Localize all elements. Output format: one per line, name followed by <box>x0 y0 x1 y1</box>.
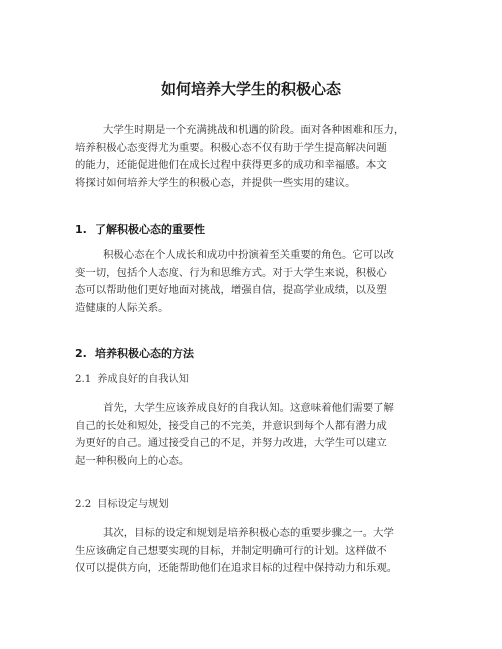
section-1-line: 造健康的人际关系。 <box>75 301 169 314</box>
subsection-2-1-paragraph <box>75 400 435 470</box>
intro-line: 大学生时期是一个充满挑战和机遇的阶段。面对各种困难和压力， <box>103 124 405 136</box>
subsection-2-1-title: 养成良好的自我认知 <box>97 374 189 385</box>
subsection-2-2-line: 仅可以提供方向，还能帮助他们在追求目标的过程中保持动力和乐观。 <box>75 562 398 575</box>
section-1-heading <box>75 222 205 238</box>
subsection-2-2-number: 2.2 <box>75 499 92 510</box>
subsection-2-1-line: 起一种积极向上的心态。 <box>75 454 190 467</box>
subsection-2-2-line: 其次，目标的设定和规划是培养积极心态的重要步骤之一。大学 <box>103 527 394 539</box>
section-2-title: 培养积极心态的方法 <box>95 347 194 360</box>
subsection-2-1-line: 自己的长处和短处，接受自己的不完美，并意识到每个人都有潜力成 <box>75 419 387 432</box>
subsection-2-2-title: 目标设定与规划 <box>97 499 169 510</box>
section-1-line: 积极心态在个人成长和成功中扮演着至关重要的角色。它可以改 <box>103 249 394 261</box>
subsection-2-2-line: 生应该确定自己想要实现的目标，并制定明确可行的计划。这样做不 <box>75 544 387 557</box>
subsection-2-1-line: 为更好的自己。通过接受自己的不足，并努力改进，大学生可以建立 <box>75 437 387 450</box>
subsection-2-1-line: 首先，大学生应该养成良好的自我认知。这意味着他们需要了解 <box>103 402 394 414</box>
intro-line: 培养积极心态变得尤为重要。积极心态不仅有助于学生提高解决问题 <box>75 141 387 154</box>
section-1-line: 态可以帮助他们更好地面对挑战，增强自信，提高学业成绩，以及塑 <box>75 284 387 297</box>
section-2-heading <box>75 346 194 362</box>
subsection-2-2-heading <box>75 497 169 513</box>
subsection-2-2-paragraph <box>75 525 435 578</box>
subsection-2-1-heading <box>75 372 189 388</box>
intro-line: 将探讨如何培养大学生的积极心态，并提供一些实用的建议。 <box>75 176 356 189</box>
intro-line: 的能力，还能促进他们在成长过程中获得更多的成功和幸福感。本文 <box>75 159 387 172</box>
document-title: 如何培养大学生的积极心态 <box>160 80 341 98</box>
section-2-number: 2. <box>75 347 87 360</box>
section-1-title: 了解积极心态的重要性 <box>95 223 205 236</box>
section-1-paragraph <box>75 247 435 317</box>
section-1-number: 1. <box>75 223 87 236</box>
section-1-line: 变一切，包括个人态度、行为和思维方式。对于大学生来说，积极心 <box>75 266 387 279</box>
subsection-2-1-number: 2.1 <box>75 374 92 385</box>
intro-paragraph <box>75 122 435 192</box>
